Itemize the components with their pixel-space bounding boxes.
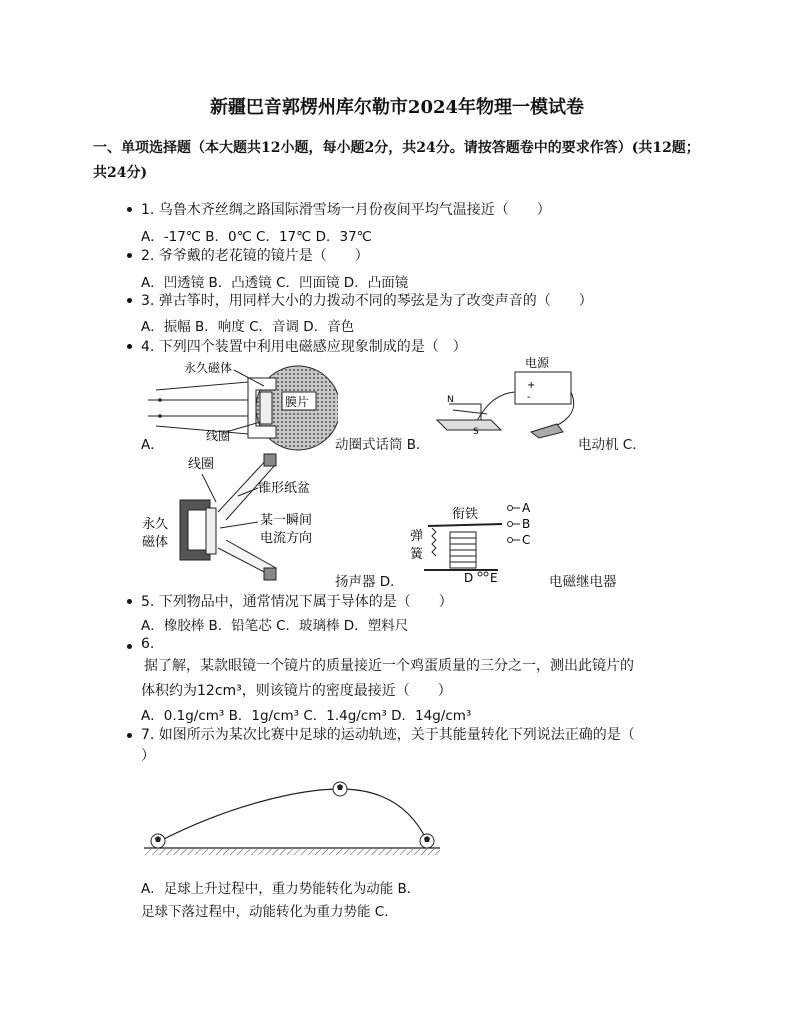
- question-2-options: A．凹透镜 B．凸透镜 C．凹面镜 D．凸面镜: [141, 275, 409, 291]
- question-2-stem: 2. 爷爷戴的老花镜的镜片是（ ）: [141, 248, 369, 264]
- svg-text:E: E: [490, 571, 498, 584]
- question-3-options: A．振幅 B．响度 C．音调 D．音色: [141, 319, 355, 335]
- question-7-stem: 7. 如图所示为某次比赛中足球的运动轨迹，关于其能量转化下列说法正确的是（: [141, 727, 635, 743]
- question-5-options: A．橡胶棒 B．铅笔芯 C．玻璃棒 D．塑料尺: [141, 618, 409, 634]
- question-1-stem: 1. 乌鲁木齐丝绸之路国际滑雪场一月份夜间平均气温接近（ ）: [141, 202, 551, 218]
- question-7-option-line1: A．足球上升过程中，重力势能转化为动能 B．: [141, 881, 421, 897]
- spk-coil-label: 线圈: [188, 457, 215, 472]
- svg-text:D: D: [464, 571, 474, 584]
- relay-armature-label: 衔铁: [452, 507, 479, 522]
- spk-cone-label: 锥形纸盆: [258, 481, 311, 496]
- spk-magnet-label-2: 磁体: [142, 535, 169, 550]
- list-bullet: [127, 644, 132, 649]
- question-7-stem-cont: ）: [141, 748, 155, 764]
- question-6-stem: 6.: [141, 636, 155, 652]
- svg-text:+: +: [527, 380, 536, 391]
- svg-text:弹: 弹: [410, 529, 424, 544]
- football-icon: [420, 834, 434, 848]
- spk-current-label-1: 某一瞬间: [260, 513, 313, 528]
- mic-coil-label: 线圈: [206, 429, 231, 443]
- option-a-letter: A．: [141, 437, 164, 453]
- list-bullet: [127, 253, 132, 258]
- question-5-stem: 5. 下列物品中，通常情况下属于导体的是（ ）: [141, 594, 453, 610]
- list-bullet: [127, 344, 132, 349]
- section-heading: 一、单项选择题（本大题共12小题，每小题2分，共24分。请按答题卷中的要求作答）(共12题；共24分): [93, 140, 700, 181]
- loudspeaker-diagram: [140, 450, 340, 585]
- svg-text:N: N: [447, 395, 454, 405]
- option-a-caption: 动圈式话筒 B．: [335, 437, 430, 453]
- mic-magnet-label: 永久磁体: [184, 361, 233, 375]
- spk-current-label-2: 电流方向: [260, 531, 313, 546]
- football-icon: [151, 834, 165, 848]
- spk-magnet-label-1: 永久: [142, 517, 169, 532]
- football-trajectory-diagram: [140, 775, 445, 860]
- list-bullet: [127, 207, 132, 212]
- option-b-caption: 电动机 C．: [578, 437, 646, 453]
- question-6-line1: 据了解，某款眼镜一个镜片的质量接近一个鸡蛋质量的三分之一，测出此镜片的: [144, 658, 634, 674]
- trajectory-curve: [160, 789, 427, 841]
- question-6-line2: 体积约为12cm³，则该镜片的密度最接近（ ）: [141, 683, 452, 699]
- motor-power-label: 电源: [525, 356, 550, 370]
- option-c-caption: 扬声器 D．: [335, 574, 404, 590]
- question-6-options: A．0.1g/cm³ B．1g/cm³ C．1.4g/cm³ D．14g/cm³: [141, 708, 472, 724]
- list-bullet: [127, 298, 132, 303]
- question-7-option-line2: 足球下落过程中，动能转化为重力势能 C．: [141, 904, 398, 920]
- svg-text:C: C: [522, 533, 531, 547]
- microphone-diagram: [148, 356, 338, 456]
- svg-text:B: B: [522, 517, 531, 531]
- mic-membrane-label: 膜片: [285, 395, 310, 409]
- question-3-stem: 3. 弹古筝时，用同样大小的力拨动不同的琴弦是为了改变声音的（ ）: [141, 293, 593, 309]
- motor-diagram: [431, 354, 581, 444]
- page-title: 新疆巴音郭楞州库尔勒市2024年物理一模试卷: [209, 97, 585, 118]
- football-icon: [333, 782, 347, 796]
- svg-text:簧: 簧: [410, 547, 424, 562]
- question-4-stem: 4. 下列四个装置中利用电磁感应现象制成的是（ ）: [141, 339, 467, 355]
- option-d-caption: 电磁继电器: [549, 574, 617, 590]
- svg-text:-: -: [527, 392, 531, 403]
- list-bullet: [127, 599, 132, 604]
- list-bullet: [127, 733, 132, 738]
- question-1-options: A．-17℃ B．0℃ C．17℃ D．37℃: [141, 229, 372, 245]
- relay-diagram: [406, 498, 546, 584]
- svg-text:S: S: [473, 427, 479, 437]
- svg-text:A: A: [522, 501, 531, 515]
